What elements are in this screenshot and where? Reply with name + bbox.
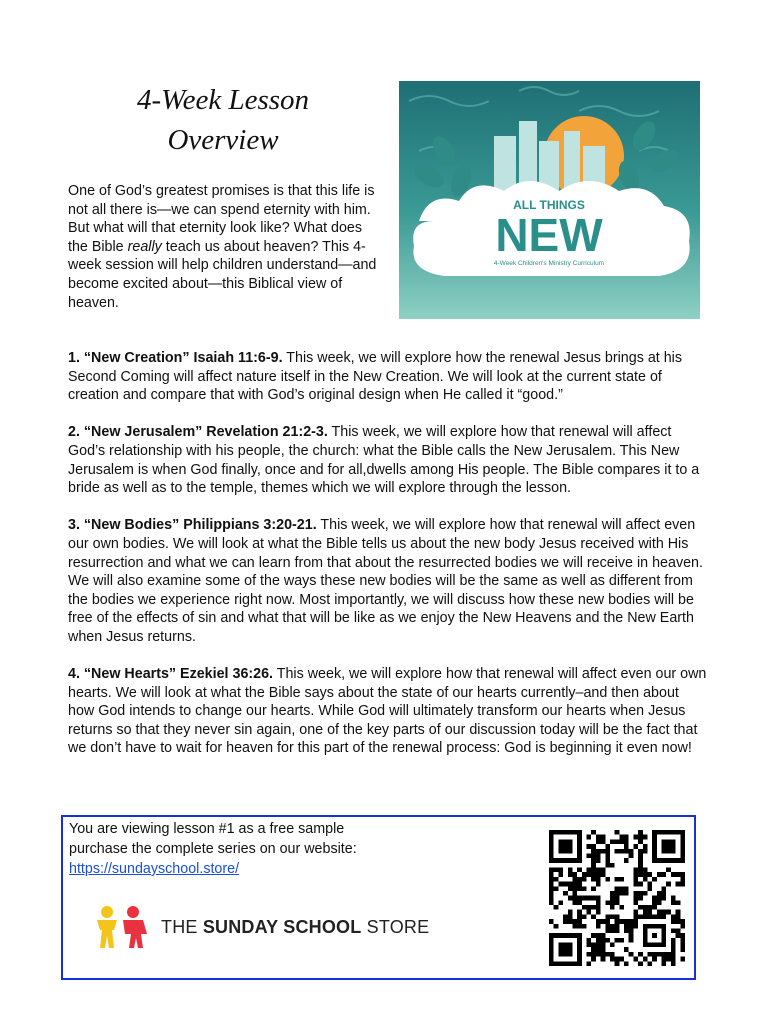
lesson-item <box>68 665 708 758</box>
store-logo <box>93 905 429 949</box>
lesson-list <box>68 349 708 777</box>
title-line-1: 4-Week Lesson <box>136 84 310 116</box>
banner-subtitle: 4-Week Children's Ministry Curriculum <box>493 260 605 267</box>
logo-bold: SUNDAY SCHOOL <box>202 916 362 937</box>
logo-prefix: THE <box>161 916 203 937</box>
lesson-item <box>68 349 708 405</box>
lesson-heading: 4. “New Hearts” Ezekiel 36:26. <box>68 666 274 683</box>
promo-line-2: purchase the complete series on our website: <box>69 841 357 857</box>
lesson-heading: 1. “New Creation” Isaiah 11:6-9. <box>68 350 283 366</box>
promo-text <box>69 819 357 879</box>
sample-promo-box <box>61 815 696 980</box>
promo-line-1: You are viewing lesson #1 as a free sample <box>69 821 345 837</box>
intro-text-end: teach us about heaven? This 4-week session will help children understand—and become excited about—this Biblical view of heaven. <box>68 238 377 311</box>
lesson-item <box>68 516 708 646</box>
lesson-description: This week, we will explore how the renewal Jesus brings at his Second Coming will affect nature itself in the New Creation. We will look at the current state of creation and compare that with God’s original design when He called it “good.” <box>68 350 682 404</box>
curriculum-banner-image <box>399 81 700 319</box>
logo-suffix: STORE <box>361 916 430 937</box>
page-title <box>68 80 378 160</box>
banner-illustration <box>399 81 700 319</box>
store-link[interactable]: https://sundayschool.store/ <box>69 861 240 877</box>
store-logo-text <box>161 917 429 938</box>
banner-top-line: ALL THINGS <box>513 198 585 212</box>
lesson-heading: 3. “New Bodies” Philippians 3:20-21. <box>68 517 317 534</box>
intro-paragraph <box>68 182 378 312</box>
lesson-description: This week, we will explore how that renewal will affect even our own bodies. We will look at what the Bible tells us about the new body Jesus received with His resurrection and what we can learn from that about the resurrected bodies we will receive in heaven. We will also examine some of the ways these new bodies will be the same as well as different from the bodies we experience right now. Most importantly, we will discuss how these new bodies will be free of the effects of sin and what that will be like as we enjoy the New Heavens and the New Earth when Jesus returns. <box>68 517 703 645</box>
intro-text-start: One of God’s greatest promises is that this life is not all there is—we can spend eternity with him. But what will that eternity look like? What does the Bible <box>68 183 375 255</box>
intro-emphasis: really <box>127 238 162 255</box>
lesson-description: This week, we will explore how that renewal will affect even our own hearts. We will look at what the Bible says about the state of our hearts currently–and then about how God intends to change our hearts. While God will ultimately transform our hearts when Jesus returns so that they never sin again, one of the key parts of our discussion today will be the fact that we don’t have to wait for heaven for this part of the renewal process: God is beginning it even now! <box>68 666 707 757</box>
children-figures-icon <box>93 905 149 949</box>
lesson-description: This week, we will explore how that renewal will affect God’s relationship with his people, the church: what the Bible calls the New Jerusalem. This New Jerusalem is when God finally, once and for all,dwells among His people. The Bible compares it to a bride as well as to the temple, themes which we will explore through the lesson. <box>68 424 700 497</box>
lesson-item <box>68 423 708 497</box>
title-line-2: Overview <box>167 124 279 156</box>
banner-word: NEW <box>495 209 603 261</box>
qr-code[interactable] <box>549 830 685 966</box>
lesson-heading: 2. “New Jerusalem” Revelation 21:2-3. <box>68 424 328 441</box>
